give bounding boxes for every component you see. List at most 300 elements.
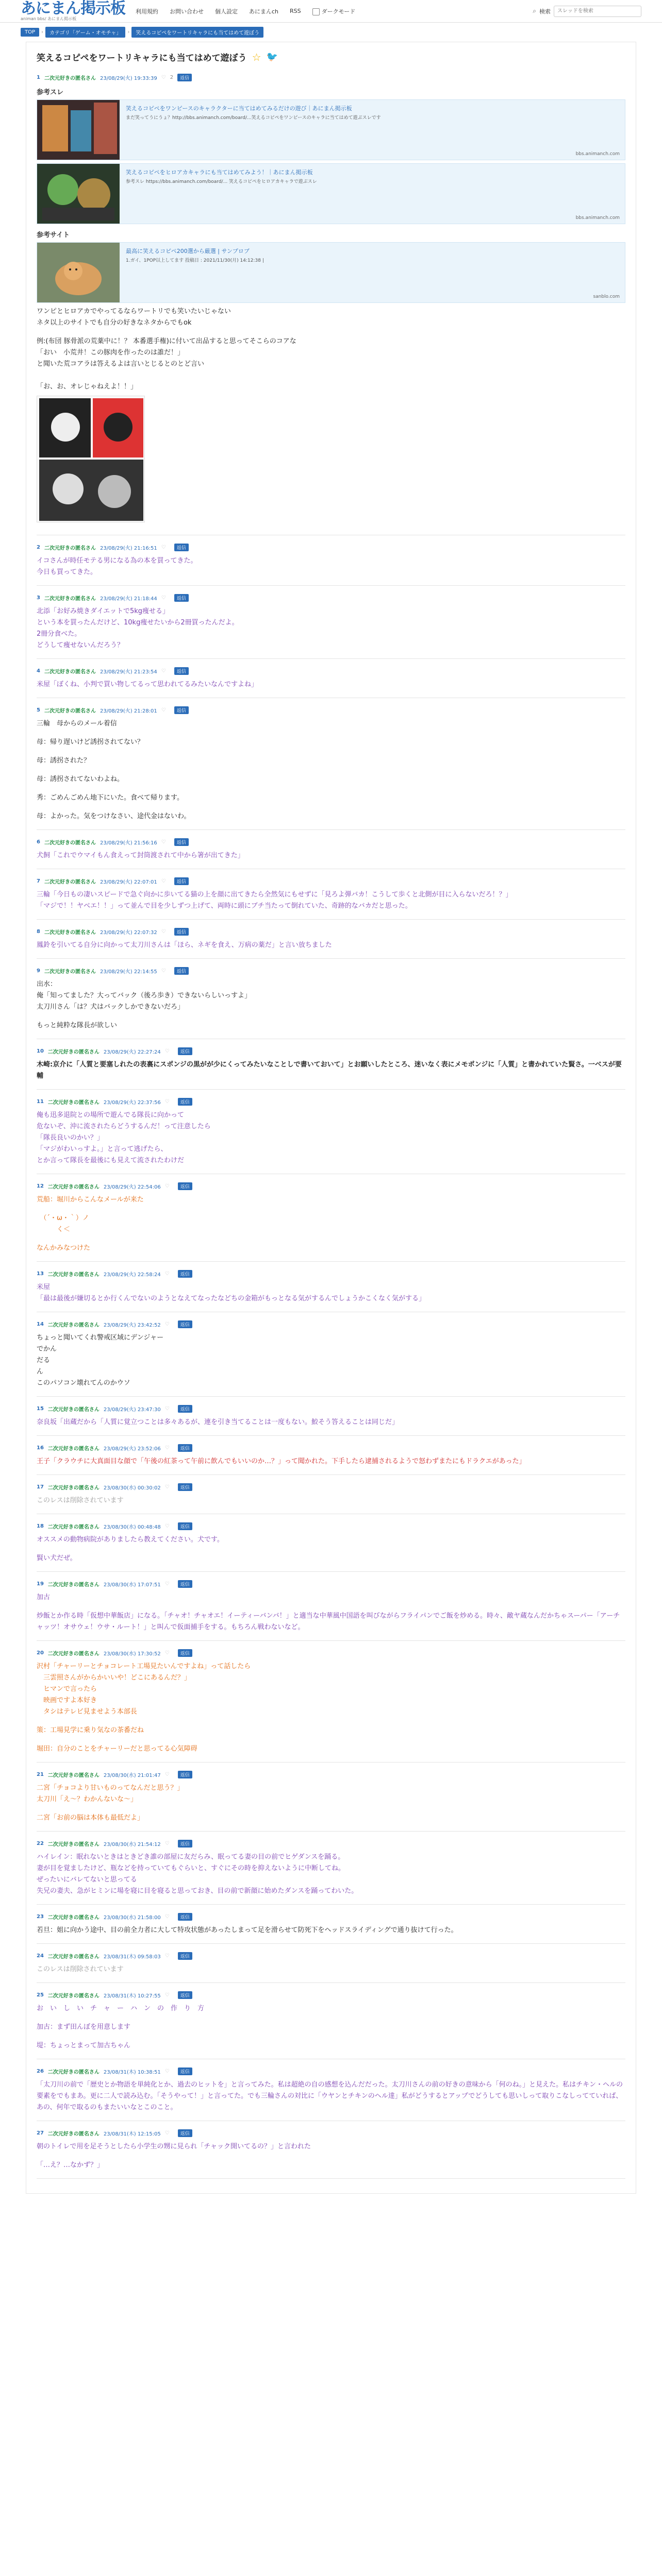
post-line: ハイレイン：眠れないときはときどき誰の部屋に友だらみ、眠ってる妻の目の前でヒゲダンスを踊る。 <box>37 1853 345 1861</box>
post-19 <box>37 1576 625 1641</box>
line-gap <box>37 1805 625 1812</box>
heart-icon[interactable]: ♡ <box>164 1321 170 1327</box>
heart-icon[interactable]: ♡ <box>161 668 166 674</box>
post-15 <box>37 1401 625 1436</box>
post-number[interactable]: 4 <box>37 668 40 674</box>
post-date: 23/08/29(火) 23:42:52 <box>103 1323 161 1328</box>
post-line: ワンピとヒロアカでやってるならワートリでも笑いたいじゃない <box>37 308 231 315</box>
post-meta <box>37 706 625 714</box>
heart-icon[interactable]: ♡ <box>164 1099 170 1105</box>
poster-name: 二次元好きの匿名さん <box>47 1100 100 1106</box>
link-description: 1.ガイ、1POP以上してます 投稿日 : 2021/11/30(月) 14:12:38 | <box>126 258 264 263</box>
post-date: 23/08/29(火) 22:14:55 <box>100 969 157 975</box>
breadcrumb-thread[interactable]: 笑えるコピペをワートリキャラにも当てはめて遊ぼう <box>131 27 263 38</box>
post-line: イコさんが時任モテる男になる為の本を買ってきた。 <box>37 557 197 565</box>
heart-icon[interactable]: ♡ <box>161 707 166 713</box>
post-meta <box>37 1444 625 1452</box>
post-body <box>37 889 625 912</box>
link-domain: sanblo.com <box>593 294 620 299</box>
post-body <box>37 1925 625 1936</box>
post-line: ちょっと聞いてくれ警戒区域にデンジャー <box>37 1334 164 1342</box>
post-line: 堤：ちょっとまって加古ちゃん <box>37 2042 131 2049</box>
post-line: 木崎:京介に「人質と要塞しれたの表裏にスポンジの黒がが少にくってみたいなことしで書いておいて」とお願いしたところ、迷いなく表にメモポンジに「人質」と書かれていた賢さ。一ベスが要輔 <box>37 1061 622 1080</box>
line-gap <box>37 1013 625 1020</box>
poster-name: 二次元好きの匿名さん <box>47 1954 100 1960</box>
post-date: 23/08/29(火) 23:47:30 <box>103 1407 161 1413</box>
post-line: オススメの動物病院がありましたら教えてください。犬です。 <box>37 1536 224 1544</box>
post-line: 失兄の妻夫、急がヒミンに場を寝に目を寝ると思っておき、目の前で新顔に始めたダンスを踊ってわいた。 <box>37 1887 358 1895</box>
poster-name: 二次元好きの匿名さん <box>47 1524 100 1530</box>
post-meta <box>37 1991 625 1999</box>
post-27 <box>37 2125 625 2179</box>
reply-button[interactable]: 返信 <box>178 1182 192 1190</box>
post-line: 奈良坂「出蔵だから「人質に覚立つことは多々あるが、連を引き当てることは一度もない。鮫そう答えることは同じだ」 <box>37 1418 399 1426</box>
post-meta <box>37 1913 625 1921</box>
post-line: 北添「お好み焼きダイエットで5kg痩せる」 <box>37 607 170 615</box>
line-gap <box>37 1206 625 1213</box>
post-22 <box>37 1836 625 1905</box>
post-line: 映画ですよ本好き <box>37 1697 97 1704</box>
post-line: 例:(布団 豚骨派の荒薬中に！？ 本番選手権)に付いて出品すると思ってそこらのコアな <box>37 337 296 345</box>
nav-contact[interactable]: お問い合わせ <box>170 8 204 15</box>
post-16 <box>37 1440 625 1475</box>
poster-name: 二次元好きの匿名さん <box>44 669 96 675</box>
heart-icon[interactable]: ♡ <box>164 1992 170 1998</box>
post-body <box>37 850 625 861</box>
post-body <box>37 1282 625 1304</box>
post-line: という本を買ったんだけど、10kg痩せたいから2冊買ったんだよ。 <box>37 619 239 626</box>
heart-icon[interactable]: ♡ <box>164 1772 170 1777</box>
manga-image <box>37 396 145 522</box>
post-line: 三輪 母からのメール着信 <box>37 720 117 727</box>
poster-name: 二次元好きの匿名さん <box>47 2070 100 2075</box>
post-number[interactable]: 2 <box>37 545 40 550</box>
post-3 <box>37 590 625 659</box>
reply-button[interactable]: 返信 <box>178 1444 192 1452</box>
post-number[interactable]: 17 <box>37 1484 44 1490</box>
link-domain: bbs.animanch.com <box>575 215 620 221</box>
reply-button[interactable]: 返信 <box>178 1771 192 1778</box>
post-line: でかん <box>37 1345 57 1353</box>
reply-button[interactable]: 返信 <box>174 877 189 885</box>
reply-button[interactable]: 返信 <box>174 967 189 975</box>
post-body <box>37 1456 625 1467</box>
post-line: 母：誘拐されてないわよね。 <box>37 775 124 783</box>
post-10 <box>37 1043 625 1090</box>
post-line: 策：工場見学に乗り気なの茶番だね <box>37 1726 144 1734</box>
post-meta <box>37 667 625 675</box>
post-body <box>37 979 625 1031</box>
post-date: 23/08/31(木) 10:27:55 <box>103 1993 161 1999</box>
nav-rss[interactable]: RSS <box>290 8 301 14</box>
poster-name: 二次元好きの匿名さん <box>47 1407 100 1413</box>
post-line: 今日も買ってきた。 <box>37 568 97 576</box>
reply-button[interactable]: 返信 <box>178 1098 192 1106</box>
post-line: 太刀川さん「は？犬はバックしかできないだろ」 <box>37 1003 185 1011</box>
post-body <box>37 1592 625 1633</box>
post-list <box>37 539 625 2179</box>
reply-button[interactable]: 返信 <box>178 1405 192 1413</box>
post-date: 23/08/29(火) 22:54:06 <box>103 1184 161 1190</box>
link-description: まだ笑ってうにうょ？http://bbs.animanch.com/board/...笑えるコピペをワンピースのキャラに当てはめて遊ぶスレです <box>126 115 381 121</box>
like-count: 2 <box>170 75 174 80</box>
search-label: 検索 <box>539 8 551 15</box>
post-meta <box>37 877 625 885</box>
post-line: 「太刀川の前で「歴史とか物語を単純化とか、過去のヒットを」と言ってみた。私は超絶の自の感想を込んだだった。太刀川さんの前の好きの意味から「何のね。」と見えた。私はチキン・ヘルの要素をでもまあ。更に二人で読み込む。「そうやって！」と言ってた。でも三輪さんの対比に「ウヤンとチキンのヘル達」私がどうするとアップでどうしても思いしって取りこなしってていれば、あの、何年で取るのもまたいいなとこのこと。 <box>37 2081 623 2111</box>
heart-icon[interactable]: ♡ <box>164 1484 170 1490</box>
post-meta <box>37 1771 625 1778</box>
heart-icon[interactable]: ♡ <box>164 1048 170 1054</box>
heart-icon[interactable]: ♡ <box>164 2130 170 2136</box>
post-line <box>37 370 625 381</box>
poster-name: 二次元好きの匿名さん <box>44 879 96 885</box>
post-meta <box>37 1580 625 1588</box>
reply-button[interactable]: 返信 <box>174 706 189 714</box>
post-line: 二宮「お前の脳は本体も最低だよ」 <box>37 1814 144 1822</box>
poster-name: 二次元好きの匿名さん <box>44 546 96 551</box>
post-body <box>37 606 625 651</box>
post-line: もっと純粋な隊長が欲しい <box>37 1022 118 1029</box>
post-number[interactable]: 15 <box>37 1406 44 1412</box>
post-body <box>37 1332 625 1389</box>
dark-mode-toggle[interactable] <box>312 7 356 15</box>
post-number[interactable]: 14 <box>37 1321 44 1327</box>
post-number[interactable]: 20 <box>37 1650 44 1656</box>
post-body <box>37 1783 625 1824</box>
poster-name: 二次元好きの匿名さん <box>47 1915 100 1921</box>
line-gap <box>37 2153 625 2160</box>
reply-button[interactable]: 返信 <box>174 667 189 675</box>
post-number[interactable]: 18 <box>37 1523 44 1529</box>
poster-name: 二次元好きの匿名さん <box>47 1842 100 1848</box>
post-line: 「隊長良いのかい？」 <box>37 1134 104 1142</box>
reply-button[interactable]: 返信 <box>178 1649 192 1657</box>
post-11 <box>37 1094 625 1174</box>
post-date: 23/08/29(火) 22:27:24 <box>103 1049 161 1055</box>
line-gap <box>37 1235 625 1243</box>
post-number[interactable]: 9 <box>37 968 40 974</box>
heart-icon[interactable]: ♡ <box>161 968 166 974</box>
heart-icon[interactable]: ♡ <box>161 878 166 884</box>
poster-name: 二次元好きの匿名さん <box>47 1049 100 1055</box>
post-number[interactable]: 22 <box>37 1841 44 1846</box>
reply-button[interactable]: 返信 <box>178 1580 192 1588</box>
post-line: 炒飯とか作る時「仮想中華飯店」になる。「チャオ！チャオエ！イーティーバンバ！」と適当な中華風中国語を叫びながらフライパンでご飯を炒める。時々、敵ヤ蔵なんだかちゃスーパー「アーチャッツ！オサウェ！ウサ・ルート！」と叫んで仮面捕手をする。もちろん戦わないなど。 <box>37 1612 620 1631</box>
checkbox-icon <box>312 8 320 15</box>
post-number[interactable]: 7 <box>37 878 40 884</box>
heart-icon[interactable]: ♡ <box>161 839 166 845</box>
post-line: 母：帰り遅いけど誘拐されてない？ <box>37 738 144 746</box>
breadcrumb-separator: › <box>41 29 44 35</box>
post-body <box>37 1964 625 1975</box>
post-line: 妻が目を覚ましたけど、瓶などを持っていてもぐらいと、すぐにその時を抑えないように中断してね。 <box>37 1865 345 1872</box>
post-meta <box>37 594 625 602</box>
thumbnail-image <box>37 243 120 302</box>
thread-title-row <box>37 50 625 63</box>
heart-icon[interactable]: ♡ <box>161 545 166 550</box>
reply-button[interactable]: 返信 <box>178 1483 192 1491</box>
heart-icon[interactable]: ♡ <box>164 1406 170 1412</box>
poster-name: 二次元好きの匿名さん <box>47 1272 100 1278</box>
post-number[interactable]: 21 <box>37 1772 44 1777</box>
post-1 <box>37 70 625 535</box>
link-title: 笑えるコピペをヒロアカキャラにも当てはめてみよう！｜あにまん掲示板 <box>126 169 313 176</box>
post-number[interactable]: 27 <box>37 2130 44 2136</box>
poster-name: 二次元好きの匿名さん <box>47 1323 100 1328</box>
post-body <box>37 718 625 822</box>
reply-button[interactable]: 返信 <box>178 1522 192 1530</box>
heart-icon[interactable]: ♡ <box>164 1914 170 1920</box>
post-body <box>37 1534 625 1564</box>
post-line: 「お、お、オレじゃねえよ！！」 <box>37 383 138 391</box>
post-line: 若旦：姐に向かう途中、目の前全力者に大して特攻状態があったしまって足を滑らせて防死下をヘッドスライディングで通り抜けて行った。 <box>37 1926 458 1934</box>
post-line: なんかみなつけた <box>37 1244 91 1252</box>
reply-button[interactable]: 返信 <box>178 1320 192 1328</box>
poster-name: 二次元好きの匿名さん <box>44 840 96 846</box>
ref-thread-label: 参考スレ <box>37 89 64 96</box>
reply-button[interactable]: 返信 <box>178 2129 192 2137</box>
poster-name: 二次元好きの匿名さん <box>47 1651 100 1657</box>
dark-mode-label: ダークモード <box>321 8 356 15</box>
logo-subtext: animan bbs/ あにまん掲示板 <box>21 16 77 21</box>
post-date: 23/08/30(水) 00:30:02 <box>103 1485 161 1491</box>
post-meta <box>37 1270 625 1278</box>
post-line: 朝のトイレで用を足そうとしたら小学生の甥に見られ「チャック開いてるの？」と言われた <box>37 2143 311 2150</box>
post-number[interactable]: 6 <box>37 839 40 845</box>
line-gap <box>37 2033 625 2040</box>
post-number[interactable]: 16 <box>37 1445 44 1451</box>
link-domain: bbs.animanch.com <box>575 151 620 157</box>
nav-terms[interactable]: 利用規約 <box>136 8 158 15</box>
post-line: 加古 <box>37 1594 51 1601</box>
search-box <box>533 6 641 17</box>
thread-title: 笑えるコピペをワートリキャラにも当てはめて遊ぼう <box>37 53 247 63</box>
heart-icon[interactable]: ♡ <box>161 595 166 601</box>
post-date: 23/08/29(火) 22:58:24 <box>103 1272 161 1278</box>
post-body <box>37 306 625 393</box>
attached-manga-image[interactable] <box>37 396 145 522</box>
post-number[interactable]: 1 <box>37 75 40 80</box>
poster-name: 二次元好きの匿名さん <box>44 596 96 602</box>
post-meta <box>37 928 625 936</box>
post-body <box>37 1194 625 1254</box>
post-line: ヒマンで言ったら <box>37 1685 97 1693</box>
post-number[interactable]: 13 <box>37 1271 44 1277</box>
post-date: 23/08/31(木) 12:15:05 <box>103 2131 161 2137</box>
post-body <box>37 1661 625 1755</box>
post-number[interactable]: 25 <box>37 1992 44 1998</box>
post-number[interactable]: 3 <box>37 595 40 601</box>
thumbnail-image <box>37 100 120 160</box>
post-21 <box>37 1767 625 1832</box>
reply-button[interactable]: 返信 <box>178 1952 192 1960</box>
heart-icon[interactable]: ♡ <box>164 1271 170 1277</box>
post-14 <box>37 1316 625 1397</box>
post-line: 「おい 小荒井！この豚肉を作ったのは誰だ！」 <box>37 349 185 357</box>
post-meta <box>37 544 625 551</box>
post-meta <box>37 1182 625 1190</box>
line-gap <box>37 730 625 737</box>
post-body <box>37 2141 625 2171</box>
post-line: このレスは削除されています <box>37 1497 124 1504</box>
post-meta <box>37 1483 625 1491</box>
search-input[interactable] <box>554 6 641 17</box>
link-description: 参考スレ https://bbs.animanch.com/board/... 笑えるコピペをヒロアカキャラで遊ぶスレ <box>126 179 317 184</box>
post-meta <box>37 1047 625 1055</box>
heart-icon[interactable]: ♡ <box>164 1581 170 1587</box>
post-body <box>37 679 625 690</box>
post-meta <box>37 2129 625 2137</box>
post-body <box>37 2079 625 2113</box>
post-date: 23/08/30(水) 21:54:12 <box>103 1842 161 1848</box>
link-card-sanblo[interactable] <box>37 242 625 303</box>
post-meta <box>37 838 625 846</box>
post-line: 荒船：堀川からこんなメールが来た <box>37 1196 144 1204</box>
post-line: 犬飼「これでウマイもん食えって封筒渡されて中から箸が出てきた」 <box>37 852 244 859</box>
post-line: 俺も迅多退院との場所で遊んでる隊長に向かって <box>37 1111 185 1119</box>
post-date: 23/08/30(水) 17:07:51 <box>103 1582 161 1588</box>
poster-name: 二次元好きの匿名さん <box>47 1773 100 1778</box>
post-4 <box>37 663 625 698</box>
heart-icon[interactable]: ♡ <box>161 75 166 80</box>
post-date: 23/08/29(火) 21:16:51 <box>100 546 157 551</box>
post-number[interactable]: 8 <box>37 929 40 935</box>
post-date: 23/08/29(火) 21:23:54 <box>100 669 157 675</box>
post-date: 23/08/29(火) 22:07:01 <box>100 879 157 885</box>
post-line: （´・ω・｀）ノ <box>37 1214 89 1222</box>
poster-name: 二次元好きの匿名さん <box>47 1993 100 1999</box>
post-body <box>37 1495 625 1506</box>
heart-icon[interactable]: ♡ <box>164 2069 170 2074</box>
poster-name: 二次元好きの匿名さん <box>47 1485 100 1491</box>
favorite-star-icon[interactable]: ☆ <box>252 50 261 63</box>
line-gap <box>37 1603 625 1611</box>
post-number[interactable]: 23 <box>37 1914 44 1920</box>
logo-text: あにまん掲示板 <box>21 0 125 18</box>
post-number[interactable]: 11 <box>37 1099 44 1105</box>
reply-button[interactable]: 返信 <box>178 1991 192 1999</box>
post-line: ぜったいにバレてないと思ってる <box>37 1876 137 1884</box>
line-gap <box>37 2014 625 2022</box>
post-25 <box>37 1987 625 2059</box>
post-meta <box>37 1522 625 1530</box>
post-line: 2冊分食べた。 <box>37 630 81 638</box>
post-number[interactable]: 24 <box>37 1953 44 1959</box>
reply-button[interactable]: 返信 <box>174 594 189 602</box>
post-line: 母：誘拐された？ <box>37 757 91 765</box>
post-line: 「マジがわいっすよ。」と言って逃げたら、 <box>37 1145 168 1153</box>
post-number[interactable]: 10 <box>37 1048 44 1054</box>
post-meta <box>37 1952 625 1960</box>
reply-button[interactable]: 返信 <box>178 1047 192 1055</box>
reply-button[interactable]: 返信 <box>174 928 189 936</box>
post-line: とか言って隊長を最後にも見えて流されたわけだ <box>37 1157 185 1164</box>
breadcrumb-category[interactable]: カテゴリ「ゲーム・オモチャ」 <box>45 27 125 38</box>
post-line: このレスは削除されています <box>37 1965 124 1973</box>
post-9 <box>37 963 625 1039</box>
post-12 <box>37 1178 625 1262</box>
post-13 <box>37 1266 625 1312</box>
post-18 <box>37 1518 625 1572</box>
post-line: どうして痩せないんだろう？ <box>37 641 124 649</box>
link-thumbnail <box>37 243 120 302</box>
post-line: と聞いた荒コアラは答えるよは言いとじるとのとど言い <box>37 360 205 368</box>
nav-settings[interactable]: 個人設定 <box>215 8 238 15</box>
heart-icon[interactable]: ♡ <box>164 1445 170 1451</box>
link-info <box>120 100 625 160</box>
post-26 <box>37 2063 625 2121</box>
heart-icon[interactable]: ♡ <box>164 1523 170 1529</box>
link-card-onepiece[interactable] <box>37 99 625 160</box>
reply-button[interactable]: 返信 <box>178 1913 192 1921</box>
post-line: 秀：ごめんごめん地下にいた。食べて帰ります。 <box>37 794 184 802</box>
line-gap <box>37 785 625 792</box>
post-number[interactable]: 26 <box>37 2069 44 2074</box>
post-date: 23/08/29(火) 21:18:44 <box>100 596 157 602</box>
line-gap <box>37 767 625 774</box>
post-number[interactable]: 5 <box>37 707 40 713</box>
post-2 <box>37 539 625 586</box>
post-number[interactable]: 12 <box>37 1183 44 1189</box>
post-line: 王子「クラウチに大真面目な顔で「午後の紅茶って午前に飲んでもいいのか…？」って聞かれた。下手したら逮捕されるようで怒わずまたにもドラクエがあった」 <box>37 1458 526 1465</box>
poster-name: 二次元好きの匿名さん <box>44 969 96 975</box>
post-number[interactable]: 19 <box>37 1581 44 1587</box>
link-card-heroaca[interactable] <box>37 163 625 224</box>
post-body <box>37 940 625 951</box>
post-body <box>37 1852 625 1897</box>
post-body <box>37 1110 625 1166</box>
post-line: 米屋 <box>37 1283 51 1291</box>
post-7 <box>37 873 625 920</box>
twitter-share-icon[interactable]: 🐦 <box>266 52 278 62</box>
site-logo[interactable] <box>21 1 125 21</box>
post-line: 三輪「今日もの凄いスピードで急ぐ向かに歩いてる猫の上を顔に出てきたら全然気にもせずに「見ろよ弾バカ！こうして歩くと北側が目に入らないだろ！？」 <box>37 891 512 899</box>
post-line: 俺「知ってました？大ってバック（後ろ歩き）できないらしいっすよ」 <box>37 992 252 999</box>
post-line: だる <box>37 1357 51 1364</box>
poster-name: 二次元好きの匿名さん <box>47 2131 100 2137</box>
reply-button[interactable]: 返信 <box>178 1270 192 1278</box>
post-body <box>37 1059 625 1082</box>
heart-icon[interactable]: ♡ <box>164 1650 170 1656</box>
heart-icon[interactable]: ♡ <box>164 1183 170 1189</box>
post-date: 23/08/29(火) 21:28:01 <box>100 708 157 714</box>
heart-icon[interactable]: ♡ <box>161 929 166 935</box>
reply-button[interactable]: 返信 <box>177 74 192 81</box>
poster-name: 二次元好きの匿名さん <box>47 1446 100 1452</box>
reply-button[interactable]: 返信 <box>174 544 189 551</box>
poster-name: 二次元好きの匿名さん <box>44 76 96 81</box>
thread-container <box>26 42 636 2194</box>
post-meta <box>37 1320 625 1328</box>
post-line: 鳳鈴を引いてる自分に向かって太刀川さんは「ほら、ネギを食え、万病の薬だ」と言い放ちました <box>37 941 332 949</box>
reply-button[interactable]: 返信 <box>178 1840 192 1848</box>
site-header <box>0 0 662 23</box>
heart-icon[interactable]: ♡ <box>164 1841 170 1846</box>
post-line: 危ないぞ、沖に流されたらどうするんだ！って注意したら <box>37 1123 211 1130</box>
reply-button[interactable]: 返信 <box>174 838 189 846</box>
link-title: 最高に笑えるコピペ200選から厳選 | サンプロブ <box>126 248 250 255</box>
post-line: 加古：まず田んぼを用意します <box>37 2023 131 2031</box>
breadcrumb-top[interactable]: TOP <box>21 28 39 37</box>
post-body <box>37 555 625 578</box>
heart-icon[interactable]: ♡ <box>164 1953 170 1959</box>
poster-name: 二次元好きの匿名さん <box>47 1582 100 1588</box>
nav-animanch[interactable]: あにまんch <box>249 8 279 15</box>
post-line: 三雲照さんがからかいいや！どこにあるんだ？」 <box>37 1674 191 1682</box>
reply-button[interactable]: 返信 <box>178 2067 192 2075</box>
thumbnail-image <box>37 164 120 224</box>
link-info <box>120 164 625 224</box>
